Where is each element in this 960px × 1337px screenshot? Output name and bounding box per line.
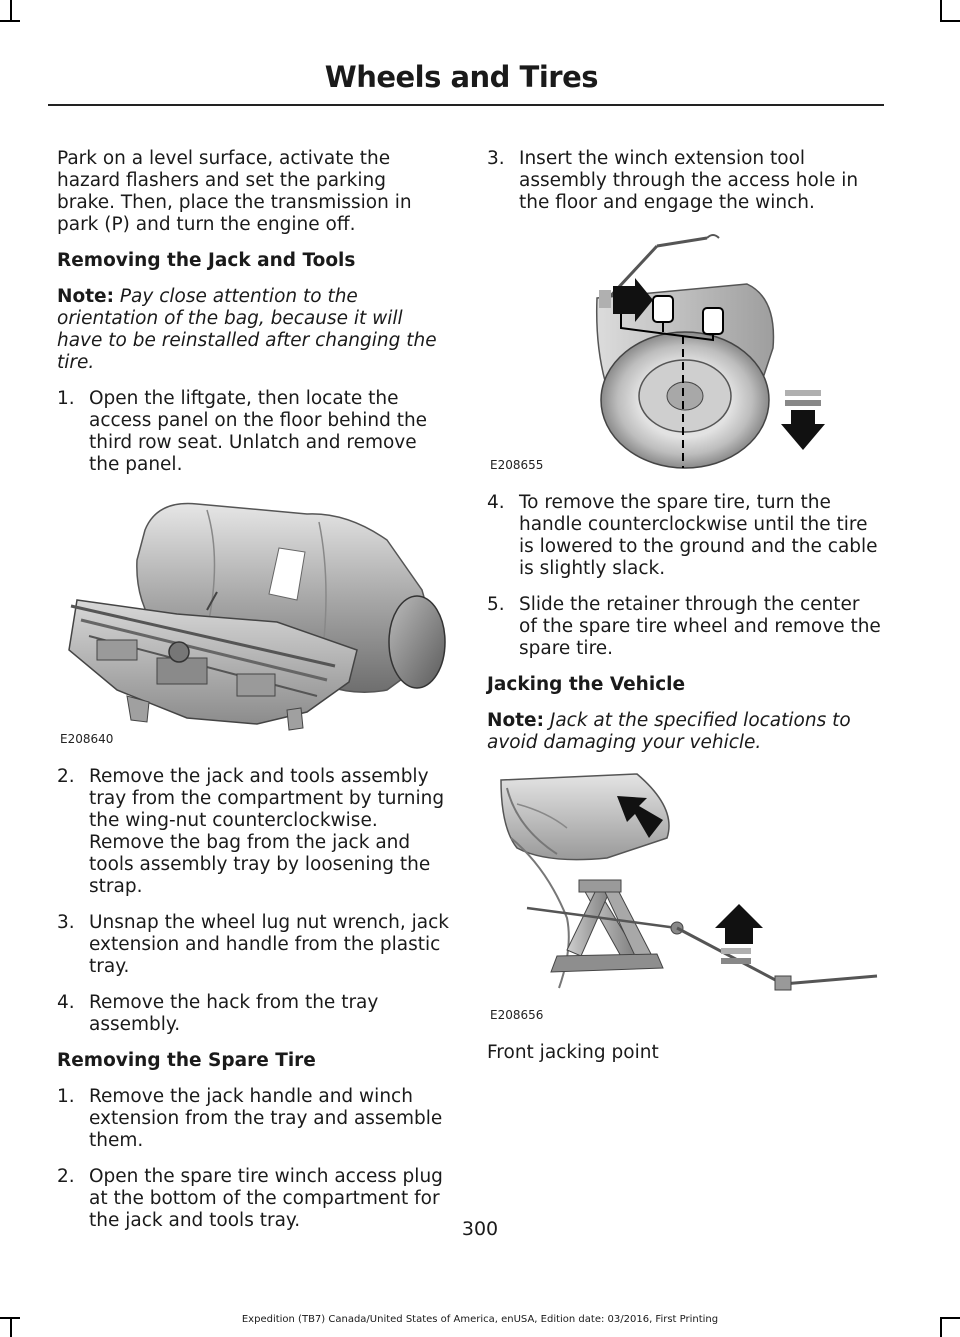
note-jack-tools — [57, 286, 449, 374]
step-text: Insert the winch extension tool assembly through the access hole in the floor and engage the winch. — [519, 148, 859, 213]
page-title: Wheels and Tires — [324, 60, 598, 94]
list-item — [57, 1086, 449, 1152]
step-text: To remove the spare tire, turn the handle counterclockwise until the tire is lowered to the ground and the cable is slightly slack. — [519, 492, 878, 579]
list-item — [487, 492, 883, 580]
step-text: Remove the jack handle and winch extension from the tray and assemble them. — [89, 1086, 443, 1151]
figure-front-jacking-point — [487, 768, 883, 1028]
step-text: Slide the retainer through the center of the spare tire wheel and remove the spare tire. — [519, 594, 881, 659]
list-item — [57, 912, 449, 978]
step-text: Unsnap the wheel lug nut wrench, jack extension and handle from the plastic tray. — [89, 912, 450, 977]
step-number: 4. — [57, 992, 75, 1013]
figure-code: E208655 — [490, 458, 544, 472]
jack-tools-tray-illustration — [57, 490, 449, 752]
steps-spare-tire-cont-b — [487, 492, 883, 660]
step-number: 5. — [487, 594, 505, 615]
note-text: Jack at the specified locations to avoid damaging your vehicle. — [487, 710, 851, 753]
note-jacking — [487, 710, 883, 754]
step-text: Open the liftgate, then locate the access panel on the floor behind the third row seat. Unlatch and remove the panel. — [89, 388, 428, 475]
list-item — [57, 992, 449, 1036]
figure-caption: Front jacking point — [487, 1042, 659, 1063]
steps-jack-tools-b — [57, 766, 449, 1036]
crop-mark-top-left-h — [0, 20, 20, 22]
list-item — [487, 148, 883, 214]
step-number: 1. — [57, 388, 75, 409]
step-number: 2. — [57, 1166, 75, 1187]
figure-jack-tools-tray — [57, 490, 449, 752]
step-text: Remove the jack and tools assembly tray from the compartment by turning the wing-nut counterclockwise. Remove the bag from the jack and tools assembly tray by loosening the strap. — [89, 766, 445, 897]
step-number: 4. — [487, 492, 505, 513]
crop-mark-top-left-v — [10, 0, 12, 20]
intro-paragraph: Park on a level surface, activate the hazard flashers and set the parking brake. Then, place the transmission in park (P) and turn the engine off. — [57, 148, 412, 235]
front-jacking-point-illustration — [487, 768, 883, 1028]
list-item — [487, 594, 883, 660]
steps-spare-tire — [57, 1086, 449, 1232]
list-item — [57, 388, 449, 476]
list-item — [57, 766, 449, 898]
left-column — [57, 148, 449, 1246]
step-number: 3. — [57, 912, 75, 933]
figure-code: E208640 — [60, 732, 114, 746]
figure-code: E208656 — [490, 1008, 544, 1022]
section-heading-jacking: Jacking the Vehicle — [487, 674, 686, 695]
section-heading-jack-tools: Removing the Jack and Tools — [57, 250, 356, 271]
note-label: Note: — [57, 286, 114, 307]
winch-spare-tire-illustration — [487, 228, 883, 478]
step-number: 3. — [487, 148, 505, 169]
crop-mark-top-right-h — [940, 20, 960, 22]
step-number: 2. — [57, 766, 75, 787]
step-number: 1. — [57, 1086, 75, 1107]
section-heading-spare-tire: Removing the Spare Tire — [57, 1050, 316, 1071]
header-rule — [48, 104, 884, 106]
step-text: Remove the hack from the tray assembly. — [89, 992, 379, 1035]
note-text: Pay close attention to the orientation of the bag, because it will have to be reinstalled after changing the tire. — [57, 286, 437, 373]
steps-jack-tools-a — [57, 388, 449, 476]
steps-spare-tire-cont-a — [487, 148, 883, 214]
note-label: Note: — [487, 710, 544, 731]
figure-winch-spare-tire — [487, 228, 883, 478]
step-text: Open the spare tire winch access plug at the bottom of the compartment for the jack and tools tray. — [89, 1166, 443, 1231]
right-column — [487, 148, 883, 1078]
page-number: 300 — [461, 1218, 499, 1240]
edition-line: Expedition (TB7) Canada/United States of America, enUSA, Edition date: 03/2016, First Printing — [241, 1314, 719, 1325]
crop-mark-top-right-v — [940, 0, 942, 20]
